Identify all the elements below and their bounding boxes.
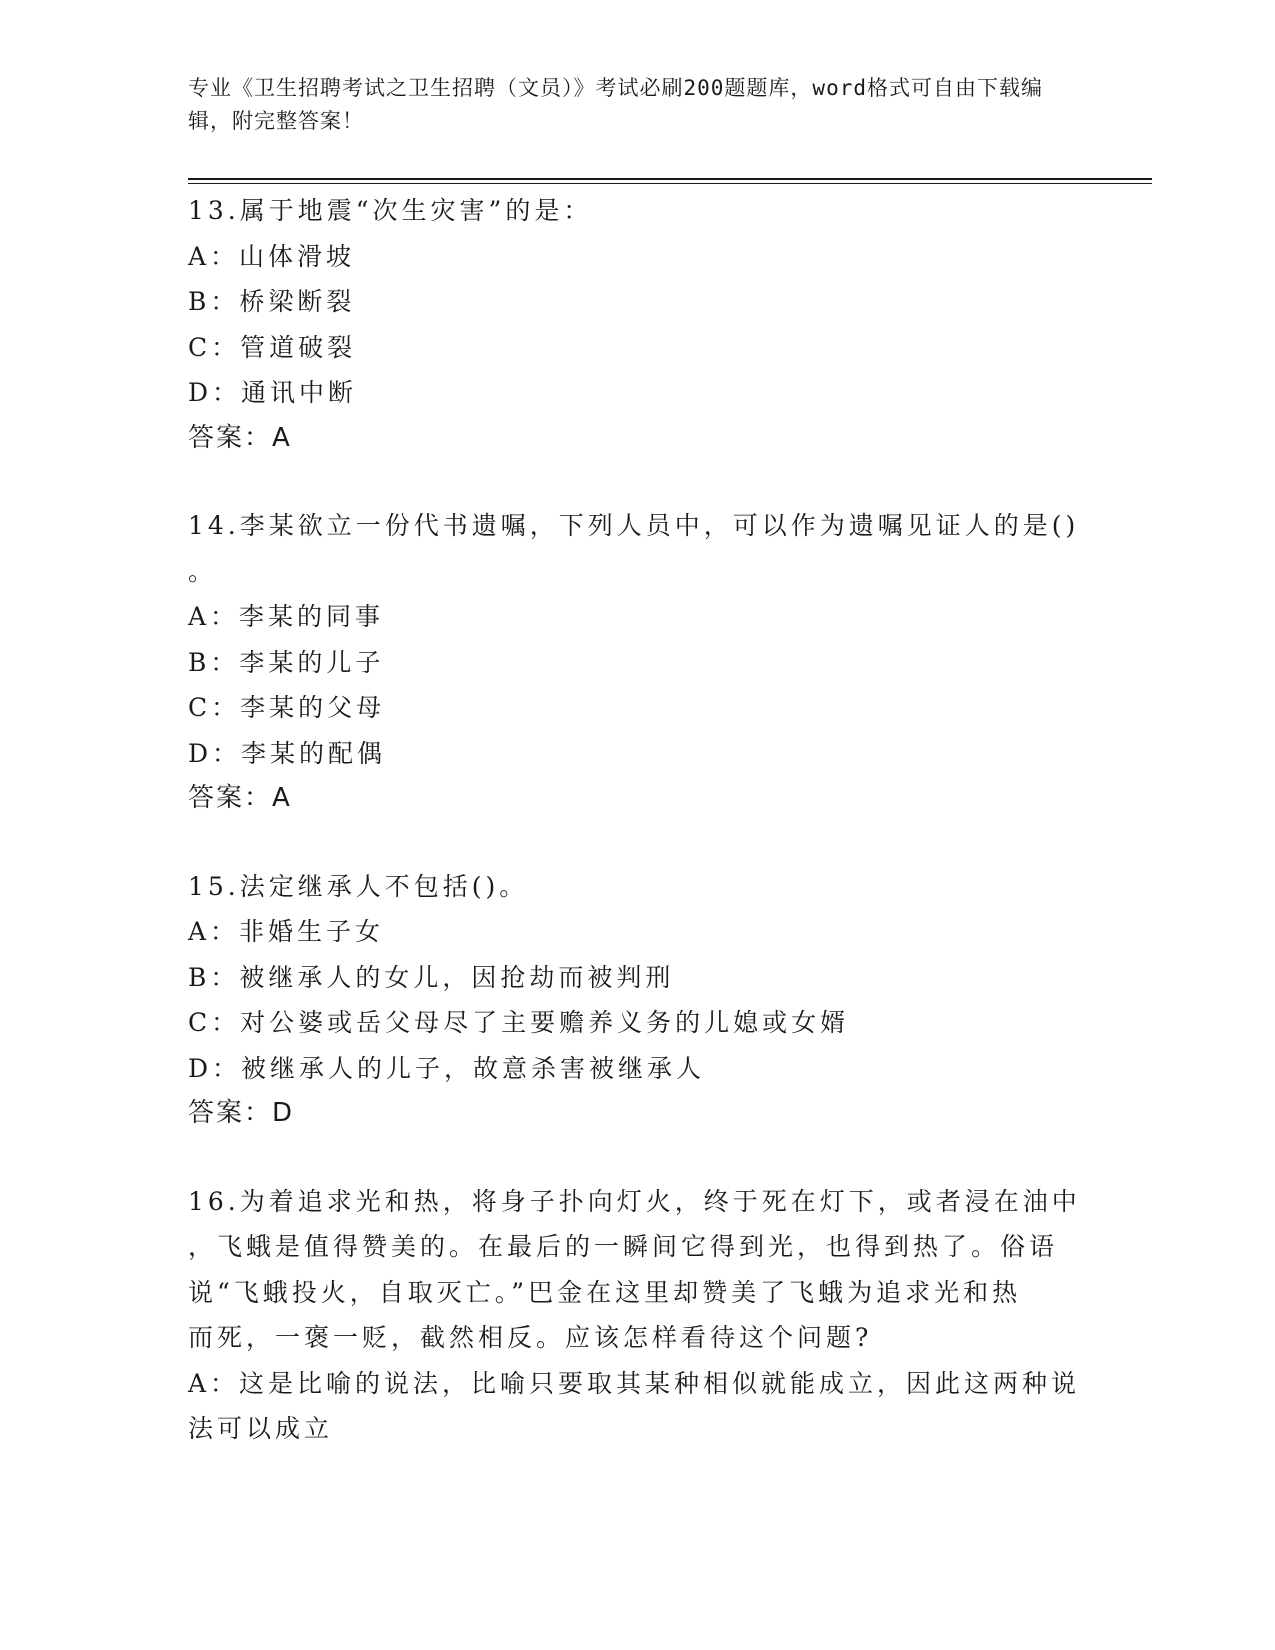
question-spacer: [188, 1137, 1088, 1179]
question-stem: 13.属于地震“次生灾害”的是：: [188, 196, 593, 225]
answer-label: 答案：A: [188, 783, 292, 813]
question-spacer: [188, 461, 1088, 503]
option-c: C：李某的父母: [188, 693, 386, 722]
header-divider-thick: [188, 178, 1152, 180]
question-stem-continued: 说“飞蛾投火，自取灭亡。”巴金在这里却赞美了飞蛾为追求光和热: [188, 1277, 1022, 1307]
question-13: [188, 188, 1088, 461]
option-a: A：李某的同事: [188, 602, 385, 631]
option-c: C：管道破裂: [188, 332, 357, 362]
option-a-continued: 法可以成立: [188, 1414, 334, 1443]
option-a: A：这是比喻的说法，比喻只要取其某种相似就能成立，因此这两种说: [188, 1368, 1081, 1398]
question-15: [188, 864, 1088, 1137]
question-stem-continued: 而死，一褒一贬，截然相反。应该怎样看待这个问题?: [188, 1323, 873, 1352]
question-stem: 16.为着追求光和热，将身子扑向灯火，终于死在灯下，或者浸在油中: [188, 1186, 1081, 1216]
question-14: [188, 503, 1088, 822]
option-d: D：被继承人的儿子，故意杀害被继承人: [188, 1053, 706, 1083]
option-b: B：李某的儿子: [188, 647, 385, 677]
document-header: 专业《卫生招聘考试之卫生招聘（文员）》考试必刷200题题库，word格式可自由下载编辑，附完整答案！: [188, 76, 1043, 133]
header-divider-thin: [188, 183, 1152, 184]
option-c: C：对公婆或岳父母尽了主要赡养义务的儿媳或女婿: [188, 1008, 850, 1037]
option-b: B：被继承人的女儿，因抢劫而被判刑: [188, 962, 675, 992]
option-d: D：李某的配偶: [188, 738, 387, 768]
option-d: D：通讯中断: [188, 378, 358, 407]
answer-label: 答案：D: [188, 1098, 295, 1128]
question-stem: 14.李某欲立一份代书遗嘱，下列人员中，可以作为遗嘱见证人的是(): [188, 511, 1080, 540]
question-stem-continued: ，飞蛾是值得赞美的。在最后的一瞬间它得到光，也得到热了。俗语: [188, 1232, 1059, 1261]
question-stem-continued: 。: [188, 556, 218, 586]
answer-label: 答案：A: [188, 422, 292, 453]
question-spacer: [188, 822, 1088, 864]
question-list: [188, 188, 1088, 1452]
question-16: [188, 1179, 1088, 1452]
option-a: A：非婚生子女: [188, 917, 385, 946]
option-a: A：山体滑坡: [188, 241, 356, 271]
option-b: B：桥梁断裂: [188, 287, 356, 316]
question-stem: 15.法定继承人不包括()。: [188, 871, 529, 901]
